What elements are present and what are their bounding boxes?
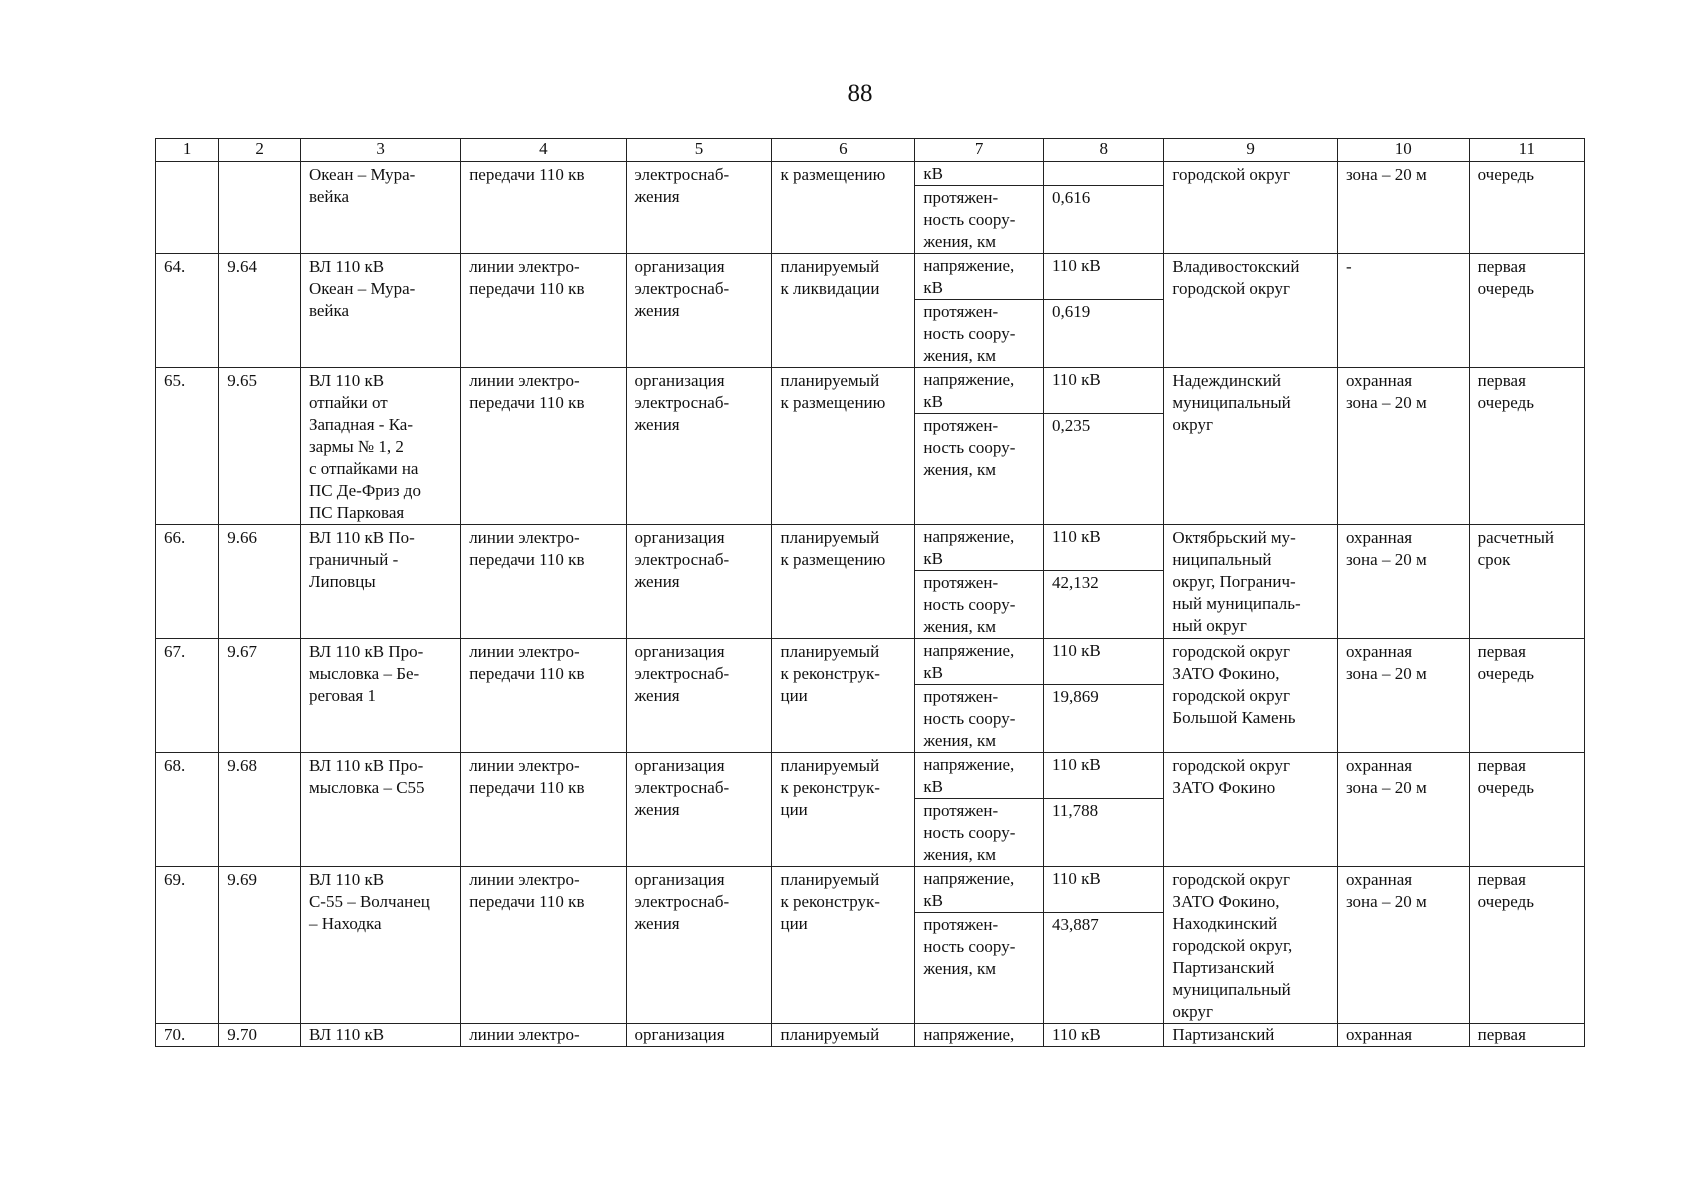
param-length-label-text: протяжен- ность соору- жения, км (923, 416, 1016, 480)
object-type-text: линии электро- передачи 110 кв (469, 756, 585, 797)
object-location (1164, 753, 1338, 867)
param-voltage-label (915, 525, 1044, 571)
table-row (156, 639, 1585, 685)
protection-zone (1337, 867, 1469, 1024)
object-name (300, 162, 460, 254)
param-length-value-text: 19,869 (1051, 687, 1099, 706)
param-voltage-value-text: 110 кВ (1051, 755, 1101, 774)
object-type-text: линии электро- передачи 110 кв (469, 257, 585, 298)
object-location (1164, 639, 1338, 753)
object-name (300, 368, 460, 525)
object-status-text: планируемый к ликвидации (780, 257, 880, 298)
object-purpose (626, 1024, 772, 1047)
param-voltage-value-text: 110 кВ (1051, 370, 1101, 389)
implementation-stage (1469, 162, 1584, 254)
param-voltage-value (1043, 254, 1163, 300)
param-length-value-text: 0,235 (1051, 416, 1091, 436)
param-length-label-text: протяжен- ность соору- жения, км (923, 687, 1016, 750)
object-type (461, 368, 626, 525)
object-name-text: ВЛ 110 кВ отпайки от Западная - Ка- зармы № 1, 2 с отпайками на ПС Де-Фриз до ПС Парковая (308, 371, 421, 522)
param-length-label-text: протяжен- ность соору- жения, км (923, 302, 1016, 365)
table-row (156, 368, 1585, 414)
param-voltage-label (915, 639, 1044, 685)
param-voltage-value (1043, 368, 1163, 414)
param-length-value (1043, 799, 1163, 867)
param-voltage-value-text: 110 кВ (1051, 527, 1101, 546)
object-code-text: 9.69 (227, 870, 258, 889)
object-code-text: 9.64 (227, 257, 258, 276)
param-voltage-label (915, 1024, 1044, 1047)
object-location-text: городской округ (1172, 165, 1290, 184)
object-purpose (626, 254, 772, 368)
object-purpose (626, 525, 772, 639)
row-number (156, 525, 219, 639)
object-location (1164, 1024, 1338, 1047)
object-type (461, 639, 626, 753)
object-status (772, 1024, 915, 1047)
param-voltage-label (915, 254, 1044, 300)
param-length-value-text: 0,619 (1051, 302, 1091, 321)
param-length-value-text: 11,788 (1051, 801, 1099, 820)
object-type (461, 867, 626, 1024)
param-voltage-label (915, 867, 1044, 913)
object-purpose (626, 368, 772, 525)
object-code (219, 254, 301, 368)
object-status (772, 254, 915, 368)
row-number (156, 162, 219, 254)
object-name-text: ВЛ 110 кВ С-55 – Волчанец – Находка (308, 870, 430, 933)
implementation-stage (1469, 254, 1584, 368)
param-voltage-label (915, 162, 1044, 186)
object-type (461, 525, 626, 639)
object-name (300, 525, 460, 639)
implementation-stage (1469, 639, 1584, 753)
column-number: 3 (300, 139, 460, 162)
param-length-value (1043, 414, 1163, 525)
object-name (300, 867, 460, 1024)
object-status-text: планируемый к реконструк- ции (780, 870, 880, 933)
object-type (461, 1024, 626, 1047)
param-voltage-label-text: кВ (923, 164, 943, 183)
implementation-stage-text: расчетный срок (1477, 528, 1555, 569)
column-number: 8 (1043, 139, 1163, 162)
protection-zone (1337, 525, 1469, 639)
object-location (1164, 525, 1338, 639)
object-location (1164, 867, 1338, 1024)
param-voltage-label (915, 753, 1044, 799)
implementation-stage (1469, 1024, 1584, 1047)
table-row (156, 753, 1585, 799)
protection-zone-text: охранная зона – 20 м (1345, 371, 1427, 412)
param-voltage-value (1043, 1024, 1163, 1047)
object-name-text: Океан – Мура- вейка (308, 165, 416, 206)
object-type (461, 254, 626, 368)
table-row (156, 162, 1585, 186)
implementation-stage (1469, 525, 1584, 639)
row-number (156, 254, 219, 368)
object-purpose-text: организация электроснаб- жения (634, 371, 730, 434)
object-code-text: 9.65 (227, 371, 258, 390)
table-row (156, 525, 1585, 571)
object-status (772, 867, 915, 1024)
table-row (156, 254, 1585, 300)
object-type-text: линии электро- передачи 110 кв (469, 371, 585, 412)
row-number-text: 69. (164, 870, 186, 889)
param-voltage-label-text: напряжение, кВ (923, 256, 1015, 297)
object-status-text: планируемый к размещению (780, 371, 886, 412)
column-number: 5 (626, 139, 772, 162)
row-number-text: 66. (164, 528, 186, 547)
param-length-label (915, 300, 1044, 368)
object-type-text: передачи 110 кв (469, 165, 585, 184)
object-code-text: 9.67 (227, 642, 258, 661)
param-length-value (1043, 571, 1163, 639)
object-type-text: линии электро- передачи 110 кв (469, 528, 585, 569)
param-length-value (1043, 913, 1163, 1024)
param-length-label-text: протяжен- ность соору- жения, км (923, 188, 1016, 251)
param-voltage-value-text: 110 кВ (1051, 641, 1101, 660)
row-number-text: 65. (164, 371, 186, 390)
object-code (219, 753, 301, 867)
object-status-text: планируемый (780, 1025, 880, 1044)
column-number: 11 (1469, 139, 1584, 162)
object-code (219, 867, 301, 1024)
object-code (219, 1024, 301, 1047)
object-status-text: планируемый к размещению (780, 528, 886, 569)
row-number (156, 753, 219, 867)
object-purpose (626, 867, 772, 1024)
object-status-text: планируемый к реконструк- ции (780, 642, 880, 705)
object-status (772, 525, 915, 639)
object-code (219, 525, 301, 639)
page-number: 88 (847, 80, 873, 107)
object-name-text: ВЛ 110 кВ Океан – Мура- вейка (308, 257, 416, 320)
protection-zone (1337, 753, 1469, 867)
table-row (156, 1024, 1585, 1047)
param-length-value (1043, 685, 1163, 753)
column-number: 2 (219, 139, 301, 162)
row-number (156, 867, 219, 1024)
implementation-stage-text: первая очередь (1477, 642, 1534, 683)
protection-zone (1337, 639, 1469, 753)
object-name (300, 1024, 460, 1047)
object-location (1164, 254, 1338, 368)
implementation-stage-text: очередь (1477, 165, 1534, 184)
param-voltage-value-text: 110 кВ (1051, 869, 1101, 888)
param-voltage-label-text: напряжение, кВ (923, 370, 1015, 411)
protection-zone-text: охранная зона – 20 м (1345, 870, 1427, 911)
row-number-text: 64. (164, 257, 186, 276)
object-code-text: 9.68 (227, 756, 258, 775)
object-location-text: Надеждинский муниципальный округ (1172, 371, 1291, 434)
protection-zone (1337, 368, 1469, 525)
object-code-text: 9.66 (227, 528, 258, 547)
param-voltage-label-text: напряжение, кВ (923, 869, 1015, 910)
object-location-text: городской округ ЗАТО Фокино (1172, 756, 1290, 797)
param-length-label (915, 186, 1044, 254)
implementation-stage (1469, 867, 1584, 1024)
column-number: 4 (461, 139, 626, 162)
object-status (772, 368, 915, 525)
protection-zone-text: зона – 20 м (1345, 165, 1427, 184)
row-number (156, 639, 219, 753)
object-purpose (626, 639, 772, 753)
param-length-label (915, 685, 1044, 753)
object-name (300, 753, 460, 867)
object-type (461, 162, 626, 254)
implementation-stage (1469, 753, 1584, 867)
object-status-text: к размещению (780, 165, 886, 184)
param-length-label (915, 913, 1044, 1024)
column-number: 7 (915, 139, 1044, 162)
object-purpose-text: организация электроснаб- жения (634, 642, 730, 705)
row-number (156, 368, 219, 525)
param-length-value-text: 42,132 (1051, 573, 1099, 592)
param-voltage-value (1043, 525, 1163, 571)
object-code-text: 9.70 (227, 1025, 258, 1044)
object-code (219, 639, 301, 753)
row-number (156, 1024, 219, 1047)
param-length-label (915, 414, 1044, 525)
object-purpose-text: организация электроснаб- жения (634, 756, 730, 819)
param-voltage-label-text: напряжение, (923, 1025, 1015, 1044)
object-name (300, 254, 460, 368)
param-voltage-value-text: 110 кВ (1051, 256, 1101, 275)
table-row (156, 867, 1585, 913)
implementation-stage-text: первая очередь (1477, 371, 1534, 412)
param-length-label-text: протяжен- ность соору- жения, км (923, 573, 1016, 636)
row-number-text: 70. (164, 1025, 186, 1044)
object-purpose-text: организация электроснаб- жения (634, 870, 730, 933)
object-location-text: городской округ ЗАТО Фокино, Находкинский городской округ, Партизанский муниципальный округ (1172, 870, 1293, 1021)
param-length-value-text: 0,616 (1051, 188, 1091, 207)
object-name (300, 639, 460, 753)
protection-zone-text: охранная (1345, 1025, 1413, 1044)
column-number: 9 (1164, 139, 1338, 162)
row-number-text: 68. (164, 756, 186, 775)
param-voltage-value-text: 110 кВ (1051, 1025, 1101, 1044)
object-location-text: Партизанский (1172, 1025, 1275, 1044)
object-location (1164, 368, 1338, 525)
param-length-label (915, 571, 1044, 639)
protection-zone-text: охранная зона – 20 м (1345, 528, 1427, 569)
param-length-label (915, 799, 1044, 867)
column-number-row (156, 139, 1585, 162)
object-status (772, 639, 915, 753)
param-voltage-value (1043, 639, 1163, 685)
param-length-value-text: 43,887 (1051, 915, 1099, 935)
object-status (772, 753, 915, 867)
param-voltage-label-text: напряжение, кВ (923, 527, 1015, 568)
param-length-label-text: протяжен- ность соору- жения, км (923, 915, 1016, 979)
object-purpose-text: организация электроснаб- жения (634, 257, 730, 320)
object-type-text: линии электро- передачи 110 кв (469, 870, 585, 911)
protection-zone-text: охранная зона – 20 м (1345, 642, 1427, 683)
row-number-text: 67. (164, 642, 186, 661)
param-voltage-value (1043, 867, 1163, 913)
object-type (461, 753, 626, 867)
implementation-stage-text: первая очередь (1477, 756, 1534, 797)
object-type-text: линии электро- передачи 110 кв (469, 642, 585, 683)
object-purpose-text: электроснаб- жения (634, 165, 730, 206)
protection-zone (1337, 1024, 1469, 1047)
object-name-text: ВЛ 110 кВ (308, 1025, 385, 1044)
implementation-stage-text: первая очередь (1477, 257, 1534, 298)
param-voltage-label-text: напряжение, кВ (923, 641, 1015, 682)
object-status (772, 162, 915, 254)
column-number: 6 (772, 139, 915, 162)
object-name-text: ВЛ 110 кВ Про- мысловка – Бе- реговая 1 (308, 642, 424, 705)
object-location-text: городской округ ЗАТО Фокино, городской округ Большой Камень (1172, 642, 1296, 727)
object-location (1164, 162, 1338, 254)
param-length-value (1043, 300, 1163, 368)
object-purpose-text: организация электроснаб- жения (634, 528, 730, 591)
implementation-stage-text: первая (1477, 1025, 1526, 1044)
object-location-text: Владивостокский городской округ (1172, 257, 1300, 298)
object-name-text: ВЛ 110 кВ По- граничный - Липовцы (308, 528, 415, 591)
implementation-stage-text: первая очередь (1477, 870, 1534, 911)
object-status-text: планируемый к реконструк- ции (780, 756, 880, 819)
param-length-value (1043, 186, 1163, 254)
object-code (219, 368, 301, 525)
object-type-text: линии электро- (469, 1025, 580, 1044)
protection-zone (1337, 162, 1469, 254)
object-name-text: ВЛ 110 кВ Про- мысловка – С55 (308, 756, 425, 797)
protection-zone (1337, 254, 1469, 368)
protection-zone-text: охранная зона – 20 м (1345, 756, 1427, 797)
param-voltage-label-text: напряжение, кВ (923, 755, 1015, 796)
object-code (219, 162, 301, 254)
param-voltage-value (1043, 162, 1163, 186)
column-number: 1 (156, 139, 219, 162)
param-voltage-value (1043, 753, 1163, 799)
object-location-text: Октябрьский му- ниципальный округ, Погранич- ный муниципаль- ный округ (1172, 528, 1301, 635)
column-number: 10 (1337, 139, 1469, 162)
object-purpose-text: организация (634, 1025, 725, 1044)
object-purpose (626, 753, 772, 867)
object-purpose (626, 162, 772, 254)
param-voltage-label (915, 368, 1044, 414)
param-length-label-text: протяжен- ность соору- жения, км (923, 801, 1016, 864)
implementation-stage (1469, 368, 1584, 525)
protection-zone-text: - (1345, 257, 1352, 276)
objects-table (155, 138, 1585, 1047)
